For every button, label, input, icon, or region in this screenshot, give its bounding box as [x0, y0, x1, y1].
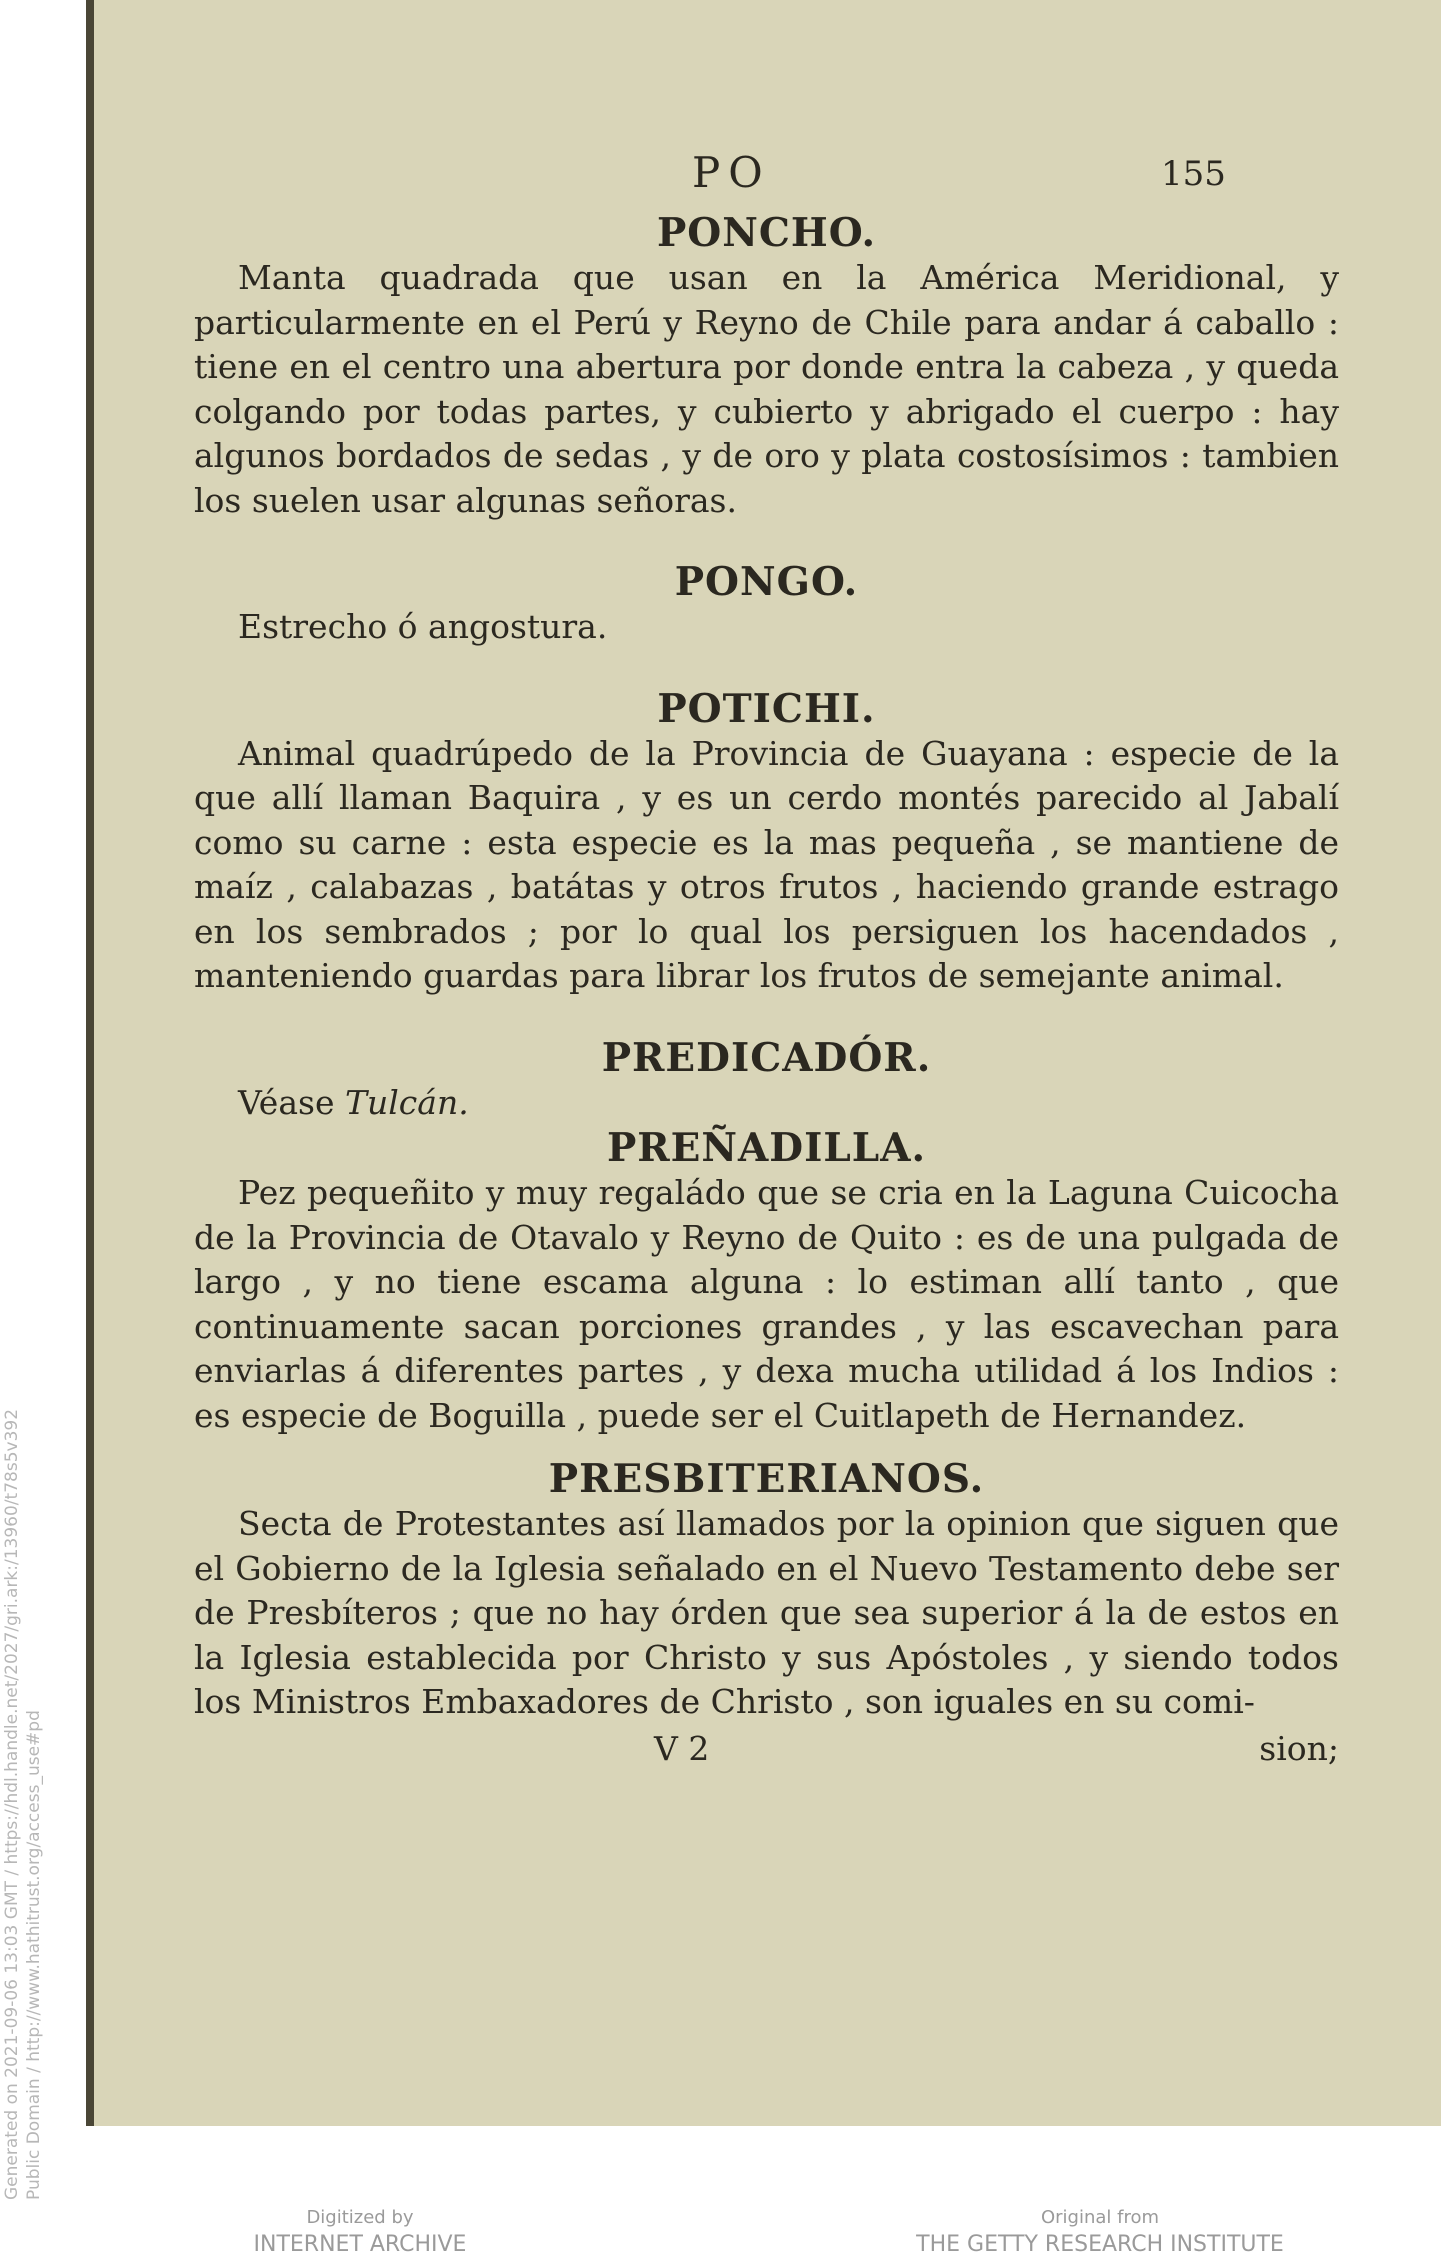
see-also-reference: Tulcán. — [344, 1082, 469, 1122]
running-head-letters: PO — [692, 148, 771, 197]
catchline — [194, 1727, 1339, 1771]
entry-title-presbiterianos: PRESBITERIANOS. — [548, 1456, 985, 1502]
watermark-line-2: Public Domain / http://www.hathitrust.org/access_use#pd — [24, 1710, 44, 2200]
entry-title-poncho: PONCHO. — [656, 210, 877, 256]
entry-title-predicador: PREDICADÓR. — [601, 1034, 932, 1081]
footer-original-from: Original from THE GETTY RESEARCH INSTITUTE — [860, 2206, 1340, 2260]
entry-text-pongo: Estrecho ó angostura. — [238, 607, 608, 646]
entry-text-potichi: Animal quadrúpedo de la Provincia de Guayana : especie de la que allí llaman Baquira , y es un cerdo montés parecido al Jabalí como su carne : esta especie es la mas pequeña , se mantiene de maíz , calabazas , batátas y otros frutos , haciendo grande estrago en los sembrados ; por lo qual los persiguen los hacendados , manteniendo guardas para librar los frutos de semejante animal. — [194, 733, 1339, 995]
scanned-page — [86, 0, 1441, 2126]
entry-title-potichi: POTICHI. — [657, 685, 876, 732]
catchword: sion; — [1259, 1728, 1339, 1768]
getty-institute-text: THE GETTY RESEARCH INSTITUTE — [916, 2232, 1284, 2257]
entry-title-prenadilla: PREÑADILLA. — [606, 1125, 927, 1171]
entry-title-pongo: PONGO. — [674, 559, 859, 605]
page-binding-edge — [86, 0, 94, 2126]
running-head — [86, 148, 1441, 200]
watermark-line-1: Generated on 2021-09-06 13:03 GMT / https://hdl.handle.net/2027/gri.ark:/13960/t78s5v392 — [2, 1408, 22, 2200]
entry-text-predicador — [194, 1081, 1339, 1126]
internet-archive-logo-text: INTERNET ARCHIVE — [253, 2232, 467, 2257]
signature-mark: V 2 — [654, 1728, 710, 1768]
footer-digitized-by: Digitized by INTERNET ARCHIVE — [200, 2206, 520, 2260]
see-also-prefix: Véase — [238, 1082, 345, 1122]
entry-text-prenadilla: Pez pequeñito y muy regaládo que se cria en la Laguna Cuicocha de la Provincia de Otavalo y Reyno de Quito : es de una pulgada de largo , y no tiene escama alguna : lo estiman allí tanto , que continuamente sacan porciones grandes , y las escavechan para enviarlas á diferentes partes , y dexa mucha utilidad á los Indios : es especie de Boguilla , puede ser el Cuitlapeth de Hernandez. — [194, 1173, 1339, 1435]
access-watermark — [2, 1100, 42, 2200]
entry-text-poncho: Manta quadrada que usan en la América Meridional, y particularmente en el Perú y Reyno de Chile para andar á caballo : tiene en el centro una abertura por donde entra la cabeza , y queda colgando por todas partes, y cubierto y abrigado el cuerpo : hay algunos bordados de sedas , y de oro y plata costosísimos : tambien los suelen usar algunas señoras. — [194, 258, 1339, 520]
page-number: 155 — [1161, 154, 1226, 194]
entry-text-presbiterianos: Secta de Protestantes así llamados por la opinion que siguen que el Gobierno de la Iglesia señalado en el Nuevo Testamento debe ser de Presbíteros ; que no hay órden que sea superior á la de estos en la Iglesia establecida por Christo y sus Apóstoles , y siendo todos los Ministros Embaxadores de Christo , son iguales en su comi- — [194, 1504, 1339, 1721]
page-body — [194, 210, 1339, 1771]
